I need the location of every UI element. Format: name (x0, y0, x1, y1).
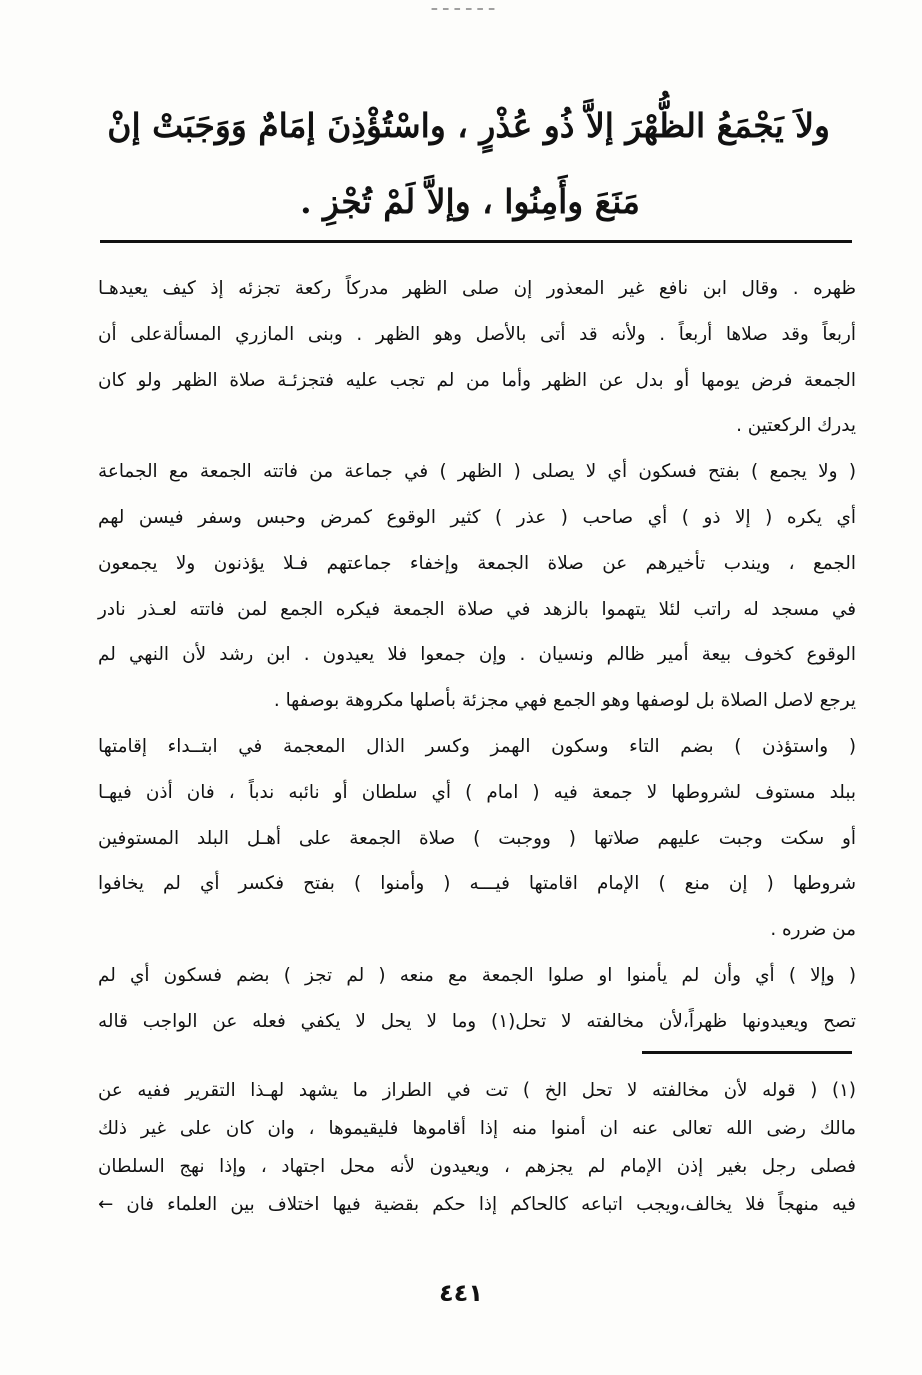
footnote-divider (642, 1051, 852, 1054)
paragraph (98, 724, 856, 953)
text-line: في مسجد له راتب لئلا يتهموا بالزهد في صلاة الجمعة فيكره الجمع لمن فاتته لعـذر نادر (98, 598, 856, 620)
heading-divider (100, 240, 852, 243)
text-line: ( ولا يجمع ) بفتح فسكون أي لا يصلى ( الظهر ) في جماعة من فاتته الجمعة مع الجماعة (98, 461, 856, 483)
footnote-line: فصلى رجل بغير إذن الإمام لم يجزهم ، ويعيدون لأنه محل اجتهاد ، وإذا نهج السلطان (98, 1156, 856, 1177)
page-number: ٤٤١ (439, 1279, 483, 1307)
text-line: تصح ويعيدونها ظهراً،لأن مخالفته لا تحل(١) وما لا يحل لا يكفي فعله عن الواجب قاله (98, 1010, 857, 1032)
text-line: الجمع ، ويندب تأخيرهم عن صلاة الجمعة وإخفاء جماعتهم فـلا يؤذنون ولا يجمعون (98, 552, 856, 574)
text-line: أي يكره ( إلا ذو ) أي صاحب ( عذر ) كثير الوقوع كمرض وحبس وسفر فيسن لهم (98, 506, 856, 528)
text-line: ( وإلا ) أي وأن لم يأمنوا او صلوا الجمعة مع منعه ( لم تجز ) بضم فسكون أي لم (98, 964, 856, 986)
paragraph (98, 449, 856, 724)
text-line: يدرك الركعتين . (736, 415, 856, 437)
page-top-mark: – – – – – – (430, 1, 496, 17)
commentary-text (98, 266, 856, 1045)
footnote-line: (١) ( قوله لأن مخالفته لا تحل الخ ) تت في الطراز ما يشهد لهـذا التقرير ففيه عن (98, 1080, 856, 1101)
text-line: أو سكت وجبت عليهم صلاتها ( ووجبت ) صلاة الجمعة على أهـل البلد المستوفين (98, 827, 856, 849)
footnote (98, 1072, 856, 1224)
verse-line: مَنَعَ وأَمِنُوا ، وإلاَّ لَمْ تُجْزِ . (300, 182, 640, 221)
text-line: ظهره . وقال ابن نافع غير المعذور إن صلى الظهر مدركاً ركعة تجزئه إذ كيف يعيدهـا (98, 278, 856, 299)
paragraph (98, 953, 856, 1045)
footnote-line: مالك رضى الله تعالى عنه ان أمنوا منه إذا أقاموها فليقيموها ، وان كان على غير ذلك (98, 1118, 856, 1139)
verse-heading (107, 88, 830, 240)
text-line: من ضرره . (770, 919, 856, 941)
text-line: أربعاً وقد صلاها أربعاً . ولأنه قد أتى بالأصل وهو الظهر . وبنى المازري المسألةعلى أن (98, 323, 856, 345)
text-line: شروطها ( إن منع ) الإمام اقامتها فيـــه ( وأمنوا ) بفتح فكسر أي لم يخافوا (98, 873, 856, 895)
text-line: الجمعة فرض يومها أو بدل عن الظهر وأما من لم تجب عليه فتجزئـة صلاة الظهر ولو كان (98, 369, 856, 391)
text-line: يرجع لاصل الصلاة بل لوصفها وهو الجمع فهي مجزئة بأصلها مكروهة بوصفها . (273, 690, 856, 712)
text-line: ( واستؤذن ) بضم التاء وسكون الهمز وكسر الذال المعجمة في ابتــداء إقامتها (98, 735, 856, 757)
footnote-line: فيه منهجاً فلا يخالف،ويجب اتباعه كالحاكم إذا حكم بقضية فيها اختلاف بين العلماء فان ← (98, 1194, 856, 1215)
text-line: الوقوع كخوف بيعة أمير ظالم ونسيان . وإن جمعوا فلا يعيدون . ابن رشد لأن النهي لم (98, 644, 856, 666)
text-line: ببلد مستوف لشروطها لا جمعة فيه ( امام ) أي سلطان أو نائبه ندباً ، فان أذن فيهـا (98, 781, 856, 803)
verse-line: ولاَ يَجْمَعُ الظُّهْرَ إلاَّ ذُو عُذْرٍ ، واسْتُؤْذِنَ إمَامٌ وَوَجَبَتْ إنْ (107, 106, 830, 145)
paragraph (98, 266, 856, 449)
